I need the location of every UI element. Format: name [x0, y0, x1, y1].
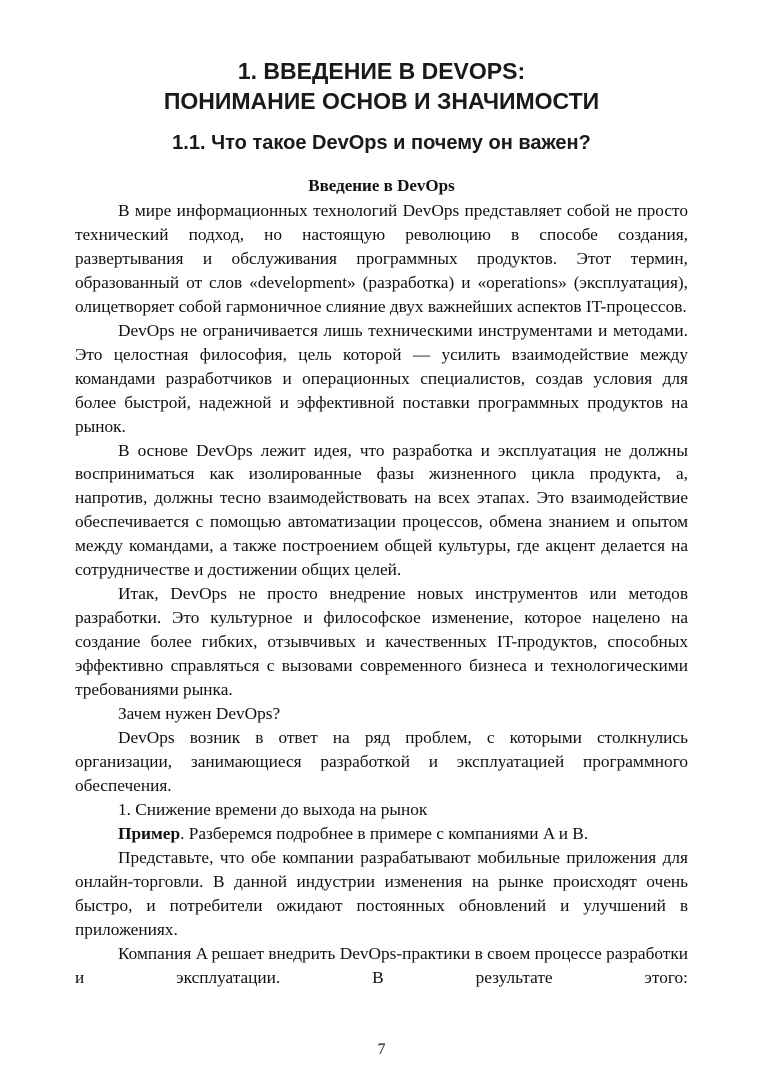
paragraph-problems: DevOps возник в ответ на ряд проблем, с которыми столкнулись организации, занимающиеся разработкой и эксплуатацией программного обеспечения.: [75, 727, 688, 795]
paragraph-company-a: Компания A решает внедрить DevOps-практики в своем процессе разработки и эксплуатации. В результате этого:: [75, 943, 688, 987]
chapter-title-line-2: ПОНИМАНИЕ ОСНОВ И ЗНАЧИМОСТИ: [163, 88, 600, 114]
body-text: [75, 199, 688, 989]
example-label: Пример: [118, 823, 181, 843]
paragraph-core-idea: В основе DevOps лежит идея, что разработка и эксплуатация не должны восприниматься как изолированные фазы жизненного цикла продукта, а, напротив, должны тесно взаимодействовать на всех этапах. Это взаимодействие обеспечивается с помощью автоматизации процессов, обмена знанием и опытом между командами, а также построением общей культуры, где акцент делается на сотрудничестве и достижении общих целей.: [75, 440, 688, 580]
page-number: 7: [377, 1041, 386, 1058]
paragraph-intro: В мире информационных технологий DevOps представляет собой не просто технический подход, но настоящую революцию в способе создания, развертывания и обслуживания программных продуктов. Этот термин, образованный от слов «development» (разработка) и «operations» (эксплуатация), олицетворяет собой гармоничное слияние двух важнейших аспектов IT-процессов.: [75, 201, 688, 316]
subsection-title: Введение в DevOps: [308, 176, 455, 195]
paragraph-imagine: Представьте, что обе компании разрабатывают мобильные приложения для онлайн-торговли. В данной индустрии изменения на рынке происходят очень быстро, и потребители ожидают постоянных обновлений и улучшений в приложениях.: [75, 847, 688, 939]
chapter-title: [60, 56, 703, 116]
example-text: . Разберемся подробнее в примере с компаниями A и B.: [180, 823, 589, 843]
section-title: 1.1. Что такое DevOps и почему он важен?: [172, 132, 591, 154]
paragraph-list-item-1: 1. Снижение времени до выхода на рынок: [118, 799, 428, 819]
chapter-title-line-1: 1. ВВЕДЕНИЕ В DEVOPS:: [237, 58, 526, 84]
paragraph-why-devops: Зачем нужен DevOps?: [118, 704, 281, 724]
paragraph-example: [75, 822, 688, 846]
paragraph-philosophy: DevOps не ограничивается лишь техническими инструментами и методами. Это целостная философия, цель которой — усилить взаимодействие между командами разработчиков и операционных специалистов, создав условия для более быстрой, надежной и эффективной поставки программных продуктов на рынок.: [75, 320, 688, 436]
paragraph-summary: Итак, DevOps не просто внедрение новых инструментов или методов разработки. Это культурное и философское изменение, которое нацелено на создание более гибких, отзывчивых и качественных IT-продуктов, способных эффективно справляться с вызовами современного бизнеса и технологическими требованиями рынка.: [75, 584, 688, 700]
